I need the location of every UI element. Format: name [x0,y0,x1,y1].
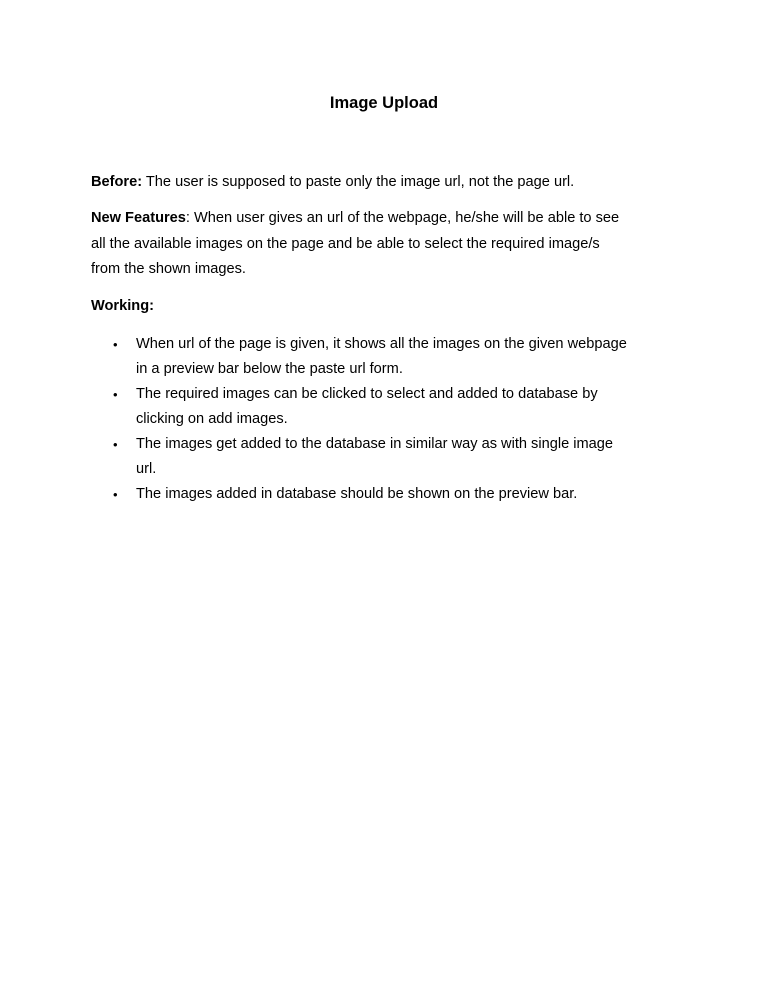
list-item-text: The images get added to the database in similar way as with single image url. [136,436,613,477]
new-features-text: : When user gives an url of the webpage, he/she will be able to see all the available images on the page and be able to select the required image/s from the shown images. [91,210,620,277]
list-item [0,482,768,507]
list-item-text: The images added in database should be shown on the preview bar. [136,486,578,502]
document-title: Image Upload [329,94,439,112]
working-label: Working: [91,298,154,314]
before-text: The user is supposed to paste only the image url, not the page url. [142,174,575,190]
working-heading-paragraph [91,294,691,320]
bullet-icon: • [113,337,118,352]
list-item [0,432,768,482]
list-item [0,332,768,382]
before-paragraph [91,170,691,196]
new-features-paragraph [91,206,691,283]
before-label: Before: [91,174,143,190]
list-item [0,382,768,432]
working-bullet-list [0,332,768,507]
new-features-label: New Features [91,210,186,226]
bullet-icon: • [113,487,118,502]
bullet-icon: • [113,437,118,452]
list-item-text: When url of the page is given, it shows all the images on the given webpage in a preview bar below the paste url form. [136,336,627,377]
list-item-text: The required images can be clicked to select and added to database by clicking on add images. [136,386,598,427]
bullet-icon: • [113,387,118,402]
